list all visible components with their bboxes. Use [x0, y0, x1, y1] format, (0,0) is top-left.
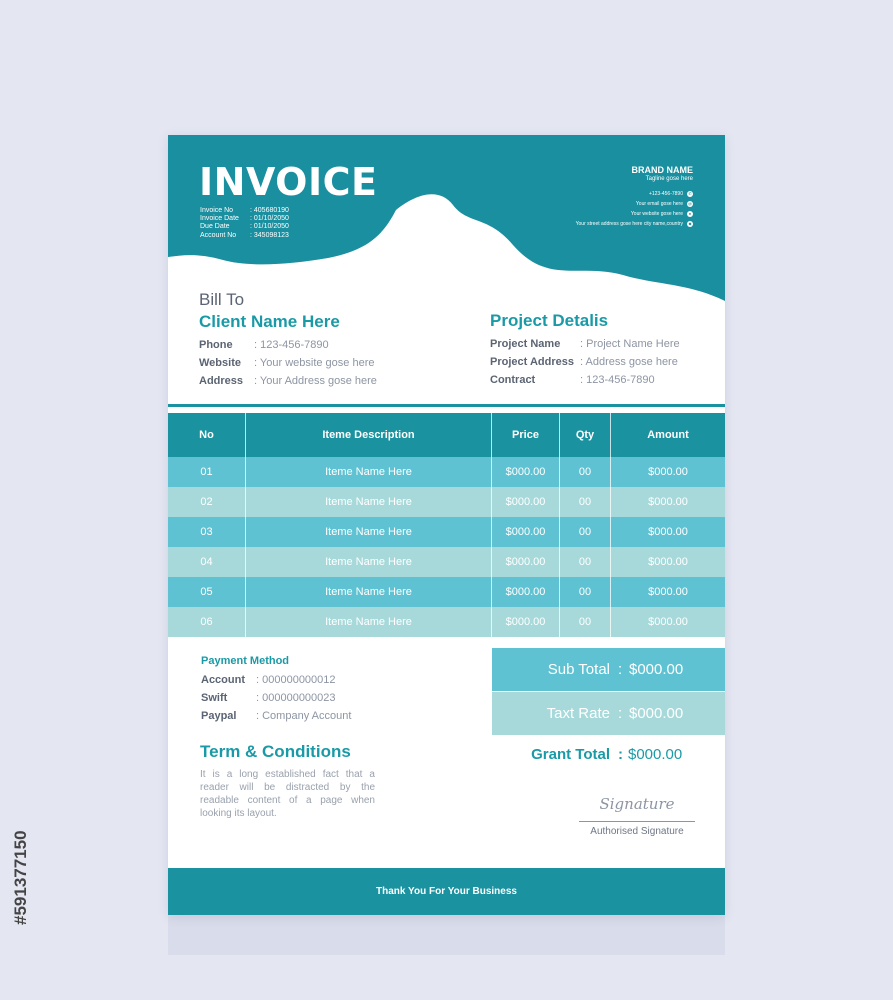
project-value: : Project Name Here [580, 338, 680, 350]
phone-icon: ✆ [688, 191, 692, 196]
bill-to-label: Address [199, 375, 244, 387]
invoice-meta-value: : 405680190 [250, 207, 289, 214]
globe-icon: ● [688, 211, 692, 216]
payment-value: : 000000000012 [256, 674, 336, 686]
cell-amount: $000.00 [648, 496, 688, 508]
table-row [168, 607, 725, 637]
project-details [490, 338, 680, 392]
table-row [168, 577, 725, 607]
grand-total-label: Grant Total [531, 745, 610, 763]
invoice-meta-row [200, 232, 289, 240]
project-label: Project Address [490, 356, 574, 368]
bill-to-row [199, 375, 377, 393]
invoice-title: INVOICE [199, 160, 378, 204]
invoice-meta-value: : 345098123 [250, 231, 289, 239]
invoice-meta [200, 207, 289, 240]
invoice-page [168, 135, 725, 915]
invoice-meta-label: Account No [200, 231, 237, 239]
terms-text: It is a long established fact that a reader will be distracted by the readable content of a page when looking its layout. [200, 769, 375, 819]
cell-description: Iteme Name Here [246, 517, 492, 547]
cell-amount: $000.00 [648, 556, 688, 568]
brand-contact-text: Your email gose here [635, 201, 683, 207]
cell-description: Iteme Name Here [246, 607, 492, 637]
cell-price: $000.00 [492, 547, 560, 577]
bill-to-section [199, 290, 377, 393]
cell-price: $000.00 [492, 457, 560, 487]
grand-total-separator: : [618, 745, 623, 763]
brand-contact-row [576, 199, 693, 209]
cell-no: 04 [168, 547, 246, 577]
brand-name: BRAND NAME [631, 165, 693, 175]
grand-total-row [492, 735, 725, 773]
cell-qty: 00 [560, 487, 611, 517]
header-price: Price [492, 413, 560, 457]
table-header-row [168, 413, 725, 457]
payment-label: Swift [201, 692, 228, 704]
tax-rate-label: Taxt Rate [546, 705, 610, 722]
signature-line [579, 821, 695, 822]
signature-label: Authorised Signature [590, 826, 684, 837]
cell-price: $000.00 [492, 487, 560, 517]
sub-total-separator: : [618, 661, 623, 678]
cell-no: 06 [168, 607, 246, 637]
invoice-meta-row [200, 207, 289, 215]
email-icon: @ [687, 201, 693, 206]
payment-row [201, 692, 351, 710]
tax-rate-value: $000.00 [629, 705, 684, 722]
cell-qty: 00 [560, 457, 611, 487]
brand-block [576, 165, 693, 229]
sub-total-row [492, 648, 725, 691]
payment-method-section [201, 655, 351, 728]
cell-qty: 00 [560, 517, 611, 547]
invoice-meta-row [200, 215, 289, 223]
bill-to-details [199, 339, 377, 393]
terms-title: Term & Conditions [200, 742, 351, 761]
bill-to-value: : Your Address gose here [254, 375, 377, 387]
brand-tagline: Tagline gose here [645, 176, 693, 182]
invoice-meta-label: Invoice Date [200, 215, 239, 223]
table-divider [168, 404, 725, 407]
payment-title: Payment Method [201, 655, 290, 667]
cell-qty: 00 [560, 577, 611, 607]
payment-row [201, 674, 351, 692]
sub-total-label: Sub Total [547, 661, 610, 678]
header-amount: Amount [647, 429, 689, 441]
payment-label: Paypal [201, 710, 237, 722]
signature-block [577, 787, 697, 837]
cell-qty: 00 [560, 607, 611, 637]
payment-row [201, 710, 351, 728]
tax-rate-row [492, 692, 725, 735]
header-no: No [168, 413, 246, 457]
footer-text: Thank You For Your Business [376, 886, 517, 897]
brand-contact-row [576, 209, 693, 219]
bill-to-row [199, 357, 377, 375]
cell-description: Iteme Name Here [246, 457, 492, 487]
cell-no: 05 [168, 577, 246, 607]
invoice-meta-value: : 01/10/2050 [250, 215, 289, 223]
footer-bar [168, 868, 725, 915]
payment-value: : Company Account [256, 710, 352, 722]
bill-to-label: Phone [199, 339, 233, 351]
cell-no: 03 [168, 517, 246, 547]
cell-price: $000.00 [492, 577, 560, 607]
payment-label: Account [201, 674, 245, 686]
cell-description: Iteme Name Here [246, 487, 492, 517]
cell-amount: $000.00 [648, 466, 688, 478]
grand-total-value: $000.00 [628, 745, 683, 763]
cell-description: Iteme Name Here [246, 547, 492, 577]
bill-to-label: Website [199, 357, 241, 369]
invoice-meta-label: Invoice No [200, 207, 234, 214]
location-icon: ◆ [688, 221, 692, 226]
table-row [168, 487, 725, 517]
totals-section [492, 648, 725, 773]
brand-contact-text: Your website gose here [630, 211, 683, 217]
payment-details [201, 674, 351, 728]
cell-amount: $000.00 [648, 616, 688, 628]
header-qty: Qty [560, 413, 611, 457]
stock-id-text: #591377150 [11, 830, 30, 925]
cell-amount: $000.00 [648, 526, 688, 538]
project-value: : 123-456-7890 [580, 374, 655, 386]
payment-value: : 000000000023 [256, 692, 336, 704]
project-label: Project Name [490, 338, 561, 350]
bill-to-value: : 123-456-7890 [254, 339, 329, 351]
project-section [490, 311, 680, 392]
terms-section [200, 742, 375, 820]
project-row [490, 374, 680, 392]
signature-script: Signature [599, 795, 675, 813]
project-label: Contract [490, 374, 536, 386]
brand-contact-text: Your street address gose here city name,country [575, 221, 683, 227]
brand-contact-row [576, 189, 693, 199]
invoice-meta-row [200, 223, 289, 231]
cell-qty: 00 [560, 547, 611, 577]
invoice-meta-label: Due Date [200, 223, 230, 231]
cell-price: $000.00 [492, 517, 560, 547]
brand-contact-row [576, 219, 693, 229]
tax-rate-separator: : [618, 705, 623, 722]
brand-contact-text: +123-456-7890 [648, 191, 683, 197]
project-value: : Address gose here [580, 356, 678, 368]
table-row [168, 517, 725, 547]
sub-total-value: $000.00 [629, 661, 684, 678]
cell-description: Iteme Name Here [246, 577, 492, 607]
cell-no: 02 [168, 487, 246, 517]
table-row [168, 457, 725, 487]
project-row [490, 356, 680, 374]
client-name: Client Name Here [199, 312, 340, 331]
cell-amount: $000.00 [648, 586, 688, 598]
project-title: Project Detalis [490, 311, 609, 330]
brand-contacts [576, 189, 693, 229]
items-table [168, 413, 725, 637]
invoice-meta-value: : 01/10/2050 [250, 223, 289, 231]
bill-to-value: : Your website gose here [254, 357, 375, 369]
bill-to-row [199, 339, 377, 357]
bill-to-label: Bill To [199, 290, 245, 309]
cell-no: 01 [168, 457, 246, 487]
table-row [168, 547, 725, 577]
header-description: Iteme Description [246, 413, 492, 457]
cell-price: $000.00 [492, 607, 560, 637]
project-row [490, 338, 680, 356]
